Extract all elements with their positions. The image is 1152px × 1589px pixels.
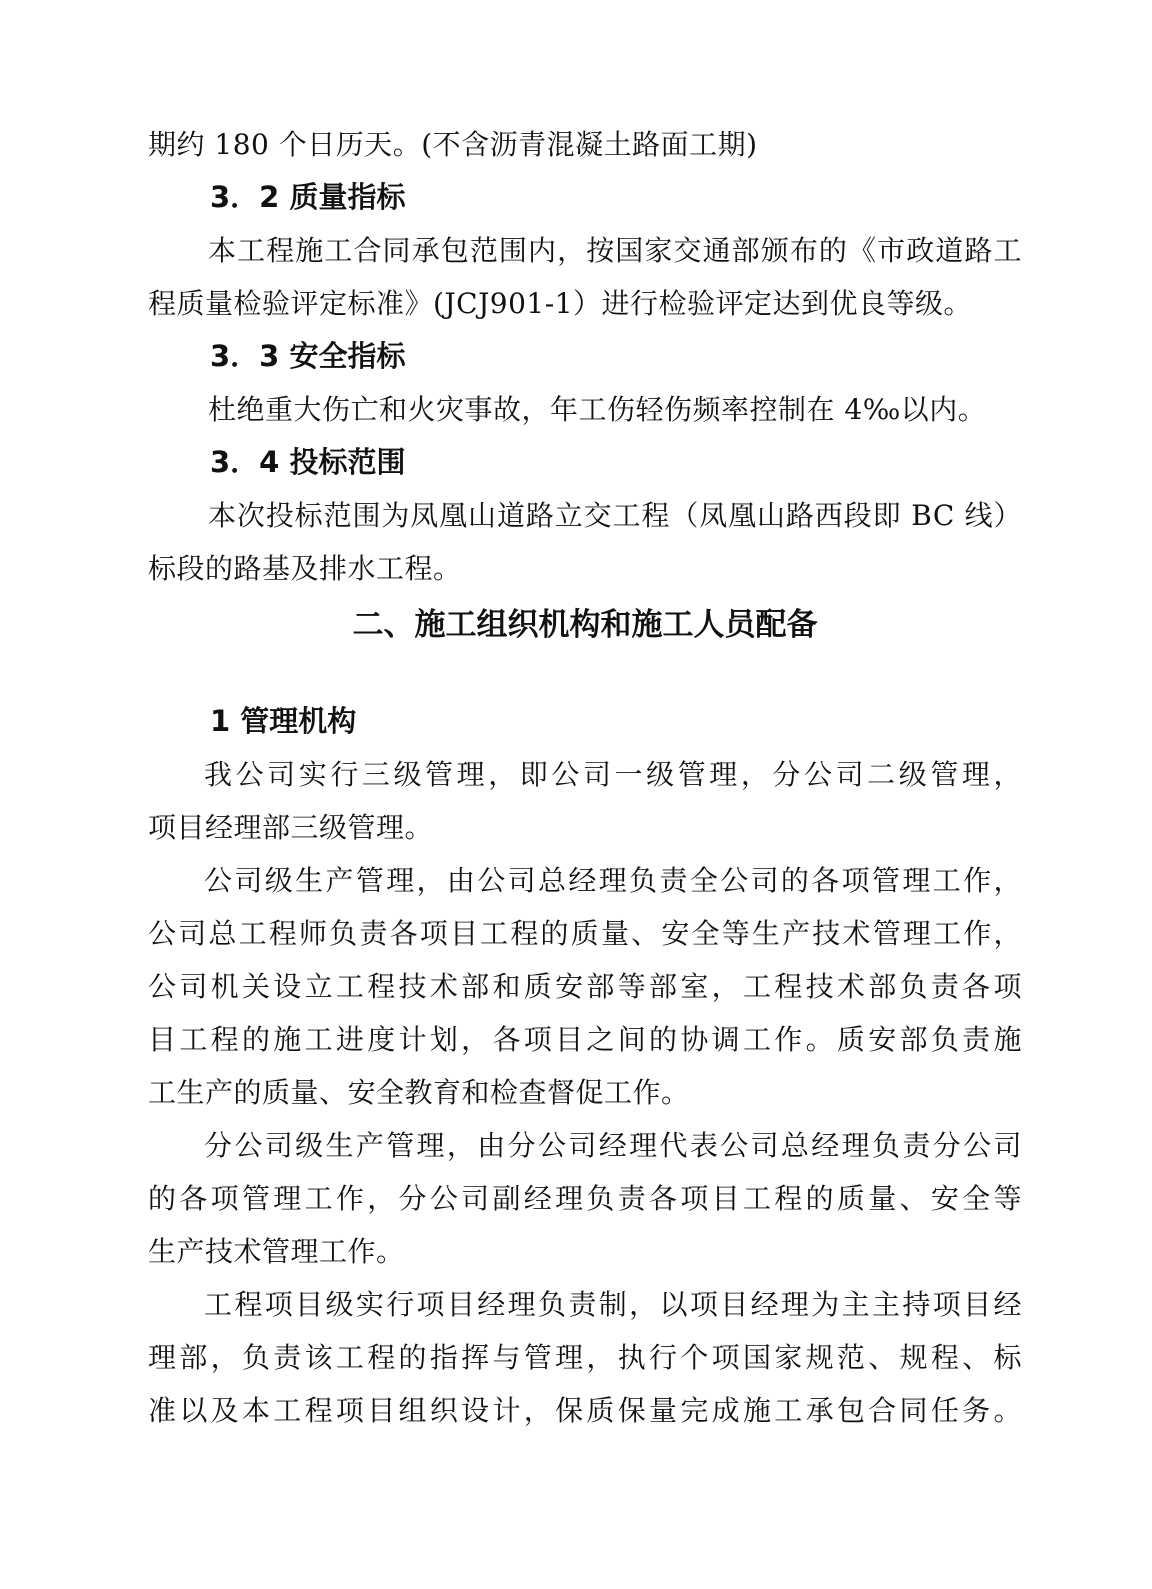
paragraph-line: 标段的路基及排水工程。: [148, 552, 462, 585]
paragraph-line: 准以及本工程项目组织设计，保质保量完成施工承包合同任务。: [148, 1394, 1022, 1427]
heading-quality-targets: 3．2 质量指标: [210, 180, 406, 214]
paragraph-line: 工程项目级实行项目经理负责制，以项目经理为主主持项目经: [204, 1288, 1022, 1321]
section-title: 二、施工组织机构和施工人员配备: [352, 607, 818, 643]
document-page: [148, 118, 1022, 1437]
paragraph-line: 理部，负责该工程的指挥与管理，执行个项国家规范、规程、标: [148, 1341, 1022, 1374]
paragraph-line: 杜绝重大伤亡和火灾事故，年工伤轻伤频率控制在 4‰以内。: [208, 393, 987, 426]
paragraph-line: 分公司级生产管理，由分公司经理代表公司总经理负责分公司: [204, 1129, 1022, 1162]
paragraph-line: 本工程施工合同承包范围内，按国家交通部颁布的《市政道路工: [208, 234, 1022, 267]
heading-safety-targets: 3．3 安全指标: [210, 339, 406, 373]
paragraph-line: 公司机关设立工程技术部和质安部等部室，工程技术部负责各项: [148, 970, 1022, 1003]
paragraph-line: 的各项管理工作，分公司副经理负责各项目工程的质量、安全等: [148, 1182, 1022, 1215]
paragraph-line: 期约 180 个日历天。(不含沥青混凝土路面工期): [148, 128, 758, 161]
paragraph-line: 生产技术管理工作。: [148, 1235, 405, 1268]
heading-bid-scope: 3．4 投标范围: [210, 445, 406, 479]
paragraph-line: 工生产的质量、安全教育和检查督促工作。: [148, 1076, 690, 1109]
paragraph-line: 公司级生产管理，由公司总经理负责全公司的各项管理工作，: [204, 864, 1022, 897]
paragraph-line: 本次投标范围为凤凰山道路立交工程（凤凰山路西段即 BC 线）: [208, 499, 1022, 532]
heading-management-structure: 1 管理机构: [210, 704, 357, 738]
paragraph-line: 项目经理部三级管理。: [148, 811, 434, 844]
paragraph-line: 我公司实行三级管理，即公司一级管理，分公司二级管理，: [204, 758, 1022, 791]
paragraph-line: 程质量检验评定标准》(JCJ901-1）进行检验评定达到优良等级。: [148, 287, 973, 320]
paragraph-line: 公司总工程师负责各项目工程的质量、安全等生产技术管理工作，: [148, 917, 1022, 950]
paragraph-line: 目工程的施工进度计划，各项目之间的协调工作。质安部负责施: [148, 1023, 1022, 1056]
